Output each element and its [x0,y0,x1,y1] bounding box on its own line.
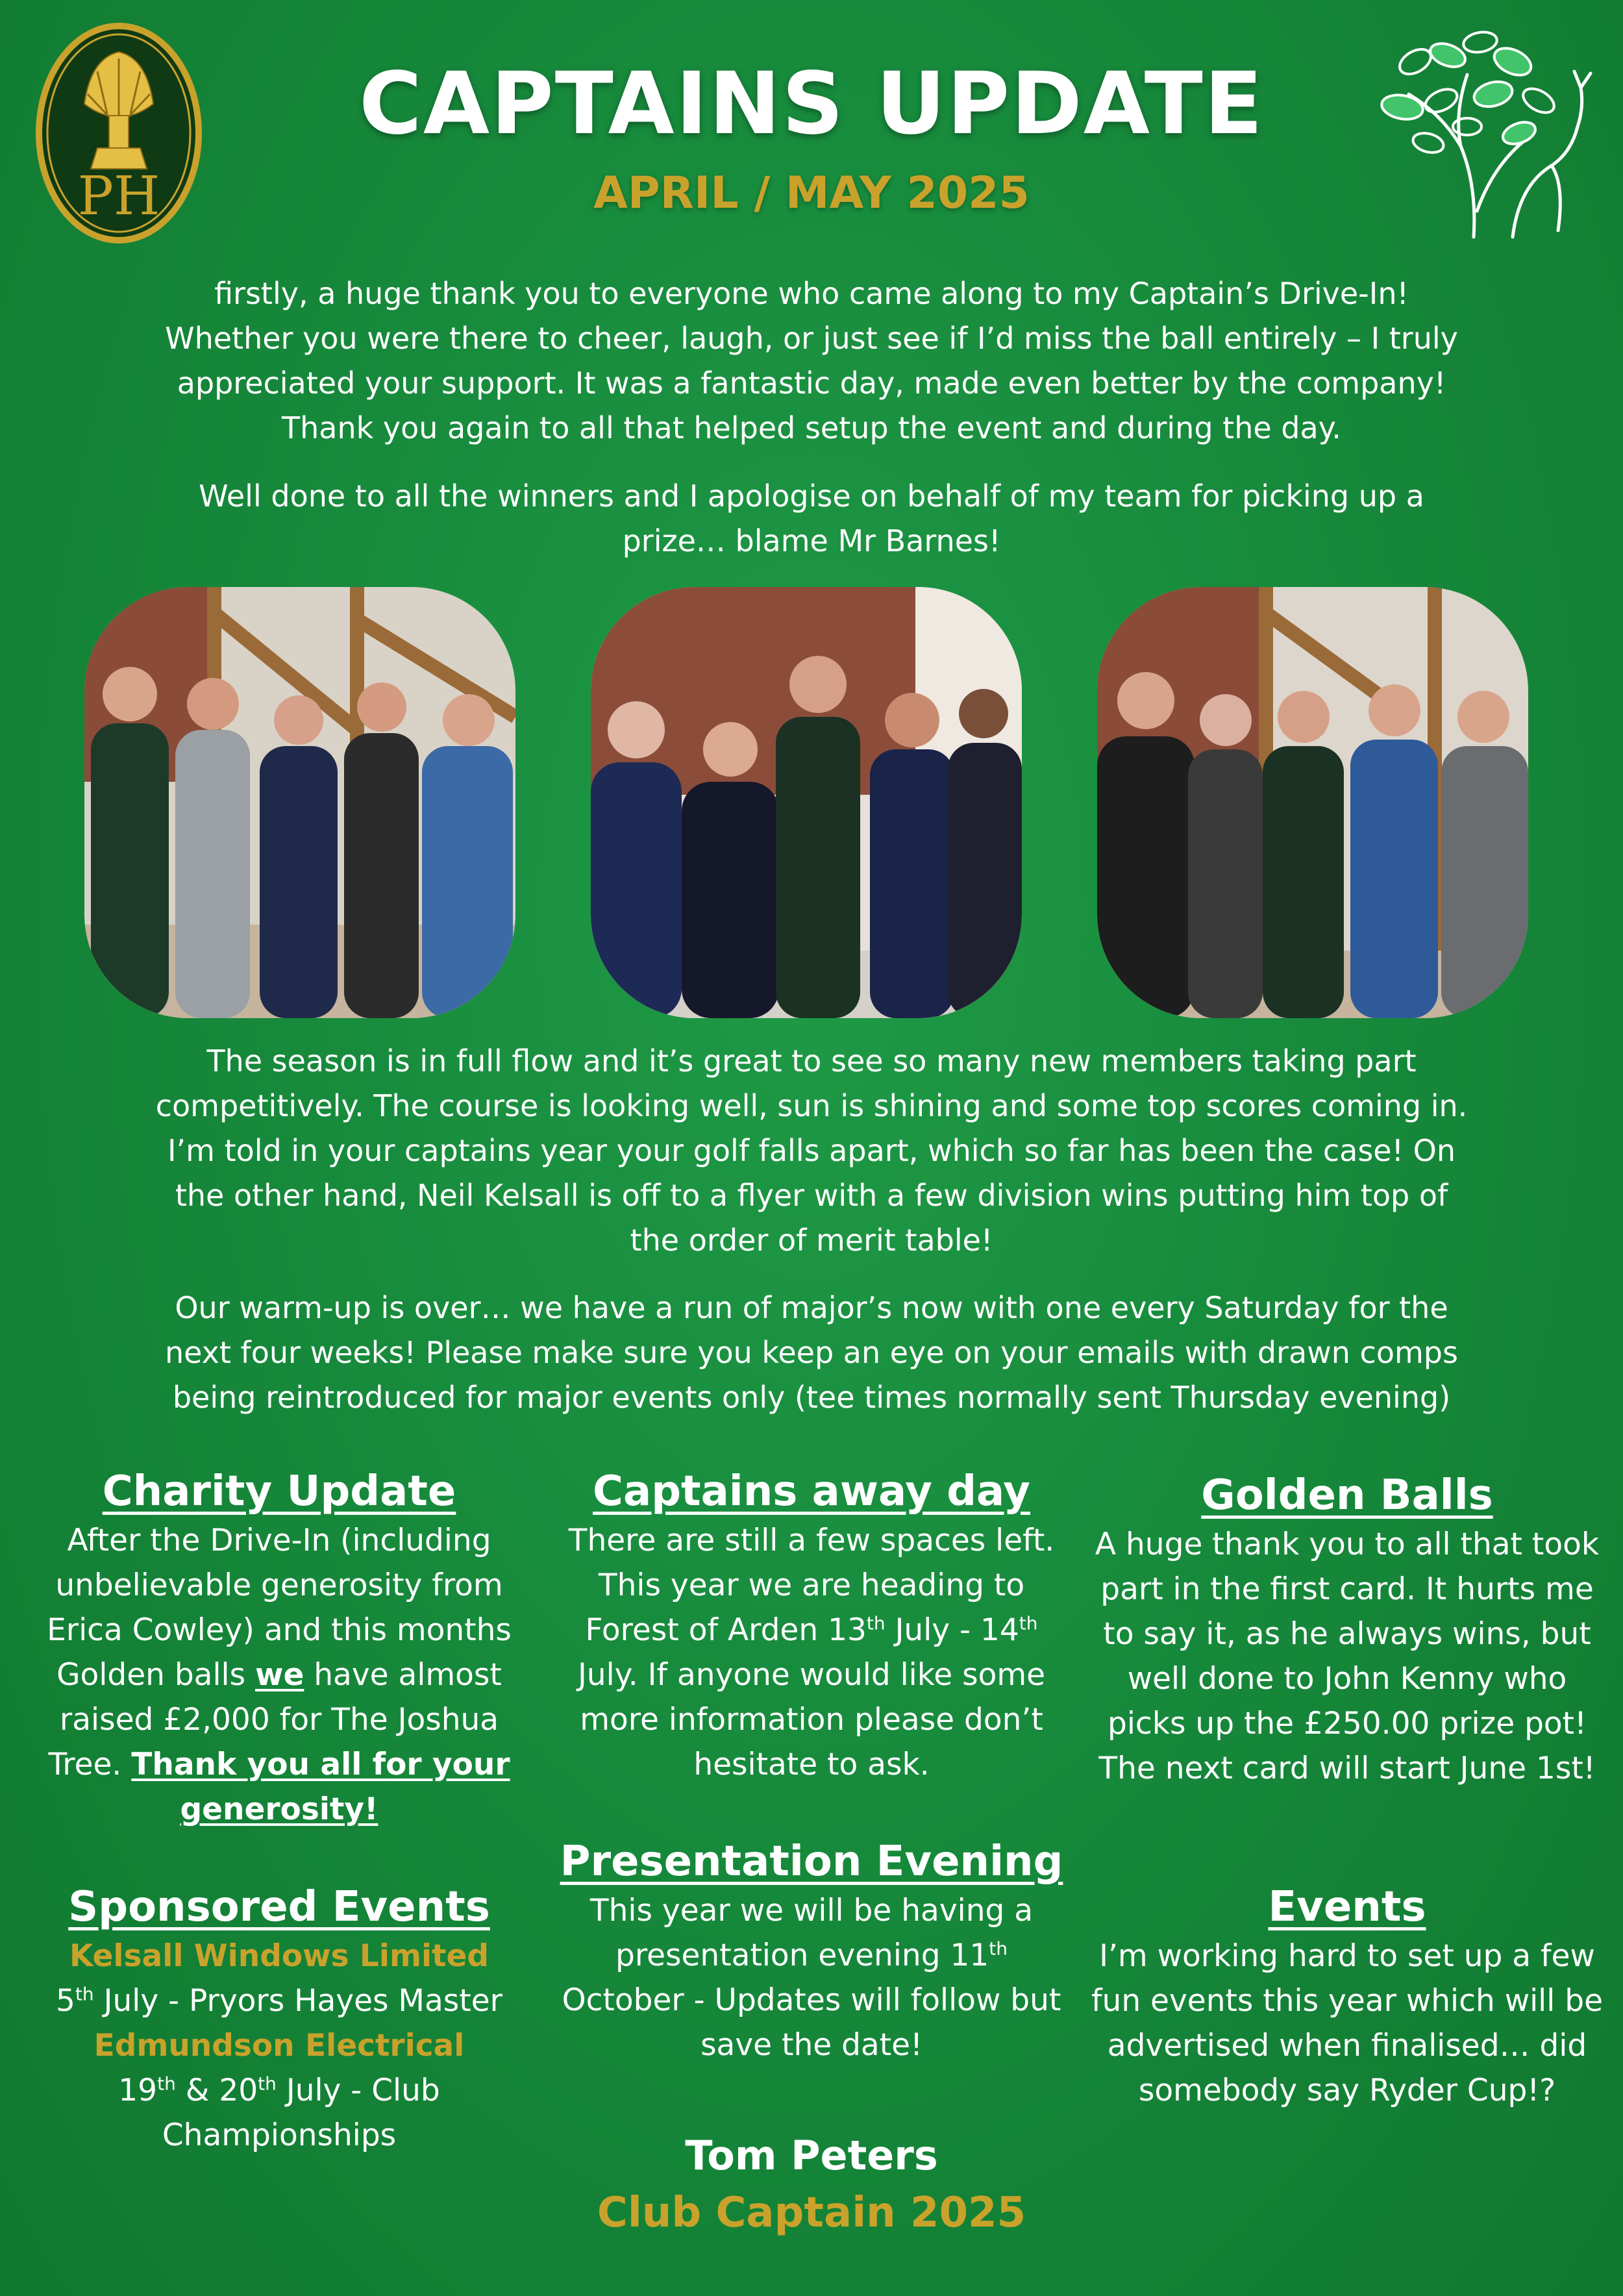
photo-winners-group-1 [84,587,515,1018]
season-p1-line-1: The season is in full flow and it’s great to see so many new members taking part [206,1043,1417,1079]
season-p1-line-4: the other hand, Neil Kelsall is off to a flyer with a few division wins putting him top of [175,1178,1448,1213]
charity-text-a: After the Drive-In (including unbelievable generosity from Erica Cowley) and this months Golden balls [47,1523,512,1693]
charity-update-heading: Charity Update [102,1467,456,1516]
signature-role: Club Captain 2025 [597,2189,1026,2237]
event-2-day-1: 19 [118,2073,158,2108]
event-1-text: July - Pryors Hayes Master [93,1983,502,2019]
presentation-text-b: October - Updates will follow but save the date! [562,1982,1061,2063]
event-1-sup: th [75,1983,94,2005]
season-p1-line-2: competitively. The course is looking well, sun is shining and some top scores coming in. [155,1088,1468,1123]
intro-p2-line-1: Well done to all the winners and I apologise on behalf of my team for picking up a [199,479,1424,514]
crest-initials: PH [77,166,160,227]
sponsored-events-section [23,1880,536,2158]
sponsored-events-body [23,1934,536,2158]
intro-p1-line-3: appreciated your support. It was a fantastic day, made even better by the company! [177,366,1446,401]
season-p1-line-5: the order of merit table! [630,1223,993,1258]
golden-balls-section [1091,1469,1604,1791]
event-2-text: July - Club Championships [162,2073,440,2153]
intro-p1-line-1: firstly, a huge thank you to everyone who came along to my Captain’s Drive-In! [214,276,1409,311]
season-p1-line-3: I’m told in your captains year your golf falls apart, which so far has been the case! On [167,1133,1456,1168]
charity-update-body [23,1518,536,1832]
away-text-c: July. If anyone would like some more information please don’t hesitate to ask. [577,1657,1046,1782]
events-section [1091,1880,1604,2113]
sponsor-1: Kelsall Windows Limited [69,1938,489,1974]
intro-p1-line-4: Thank you again to all that helped setup the event and during the day. [282,410,1341,445]
charity-text-b: have almost raised £2,000 for The Joshua Tree. [48,1657,502,1782]
charity-thanks: Thank you all for your generosity! [131,1747,510,1827]
event-2-sup-2: th [258,2073,277,2095]
golden-balls-body: A huge thank you to all that took part in the first card. It hurts me to say it, as he always wins, but well done to John Kenny who picks up the £250.00 prize pot! The next card will start June 1st! [1095,1527,1600,1786]
signature-name: Tom Peters [685,2132,938,2179]
page-title: CAPTAINS UPDATE [359,54,1264,154]
presentation-evening-heading: Presentation Evening [560,1838,1063,1886]
season-p2-line-1: Our warm-up is over… we have a run of major’s now with one every Saturday for the [175,1290,1448,1325]
away-sup-2: th [1019,1612,1038,1634]
season-paragraph-1 [71,1039,1552,1263]
event-2-sup-1: th [157,2073,176,2095]
intro-paragraph-1 [71,271,1552,451]
charity-update-section [23,1465,536,1832]
captains-away-day-section [555,1465,1068,1787]
presentation-text-a: This year we will be having a presentation evening 11 [589,1893,1034,1973]
intro-p1-line-2: Whether you were there to cheer, laugh, or just see if I’d miss the ball entirely – I truly [165,321,1458,356]
away-text-b: July - 14 [885,1612,1019,1648]
event-2-mid: & 20 [175,2073,258,2108]
intro-paragraph-2 [71,474,1552,564]
season-p2-line-2: next four weeks! Please make sure you keep an eye on your emails with drawn comps [165,1335,1458,1370]
golden-balls-heading: Golden Balls [1201,1471,1493,1519]
charity-text-we: we [255,1657,304,1693]
page-subtitle: APRIL / MAY 2025 [593,168,1030,219]
sponsored-events-heading: Sponsored Events [68,1883,490,1931]
photo-winners-group-2 [591,587,1022,1018]
captains-away-day-body [555,1518,1068,1787]
events-body: I’m working hard to set up a few fun events this year which will be advertised when finalised… did somebody say Ryder Cup!? [1091,1938,1603,2108]
sponsor-2: Edmundson Electrical [93,2028,465,2064]
presentation-evening-body [555,1888,1068,2067]
away-sup-1: th [866,1612,886,1634]
presentation-sup: th [989,1938,1008,1960]
events-heading: Events [1268,1883,1426,1931]
away-text-a: There are still a few spaces left. This year we are heading to Forest of Arden 13 [568,1523,1055,1648]
photo-winners-group-3 [1097,587,1528,1018]
intro-p2-line-2: prize… blame Mr Barnes! [622,523,1001,558]
season-paragraph-2 [71,1286,1552,1420]
presentation-evening-section [555,1835,1068,2067]
season-p2-line-3: being reintroduced for major events only (tee times normally sent Thursday evening) [172,1380,1451,1415]
captains-away-day-heading: Captains away day [593,1467,1030,1516]
event-1-day: 5 [56,1983,75,2019]
